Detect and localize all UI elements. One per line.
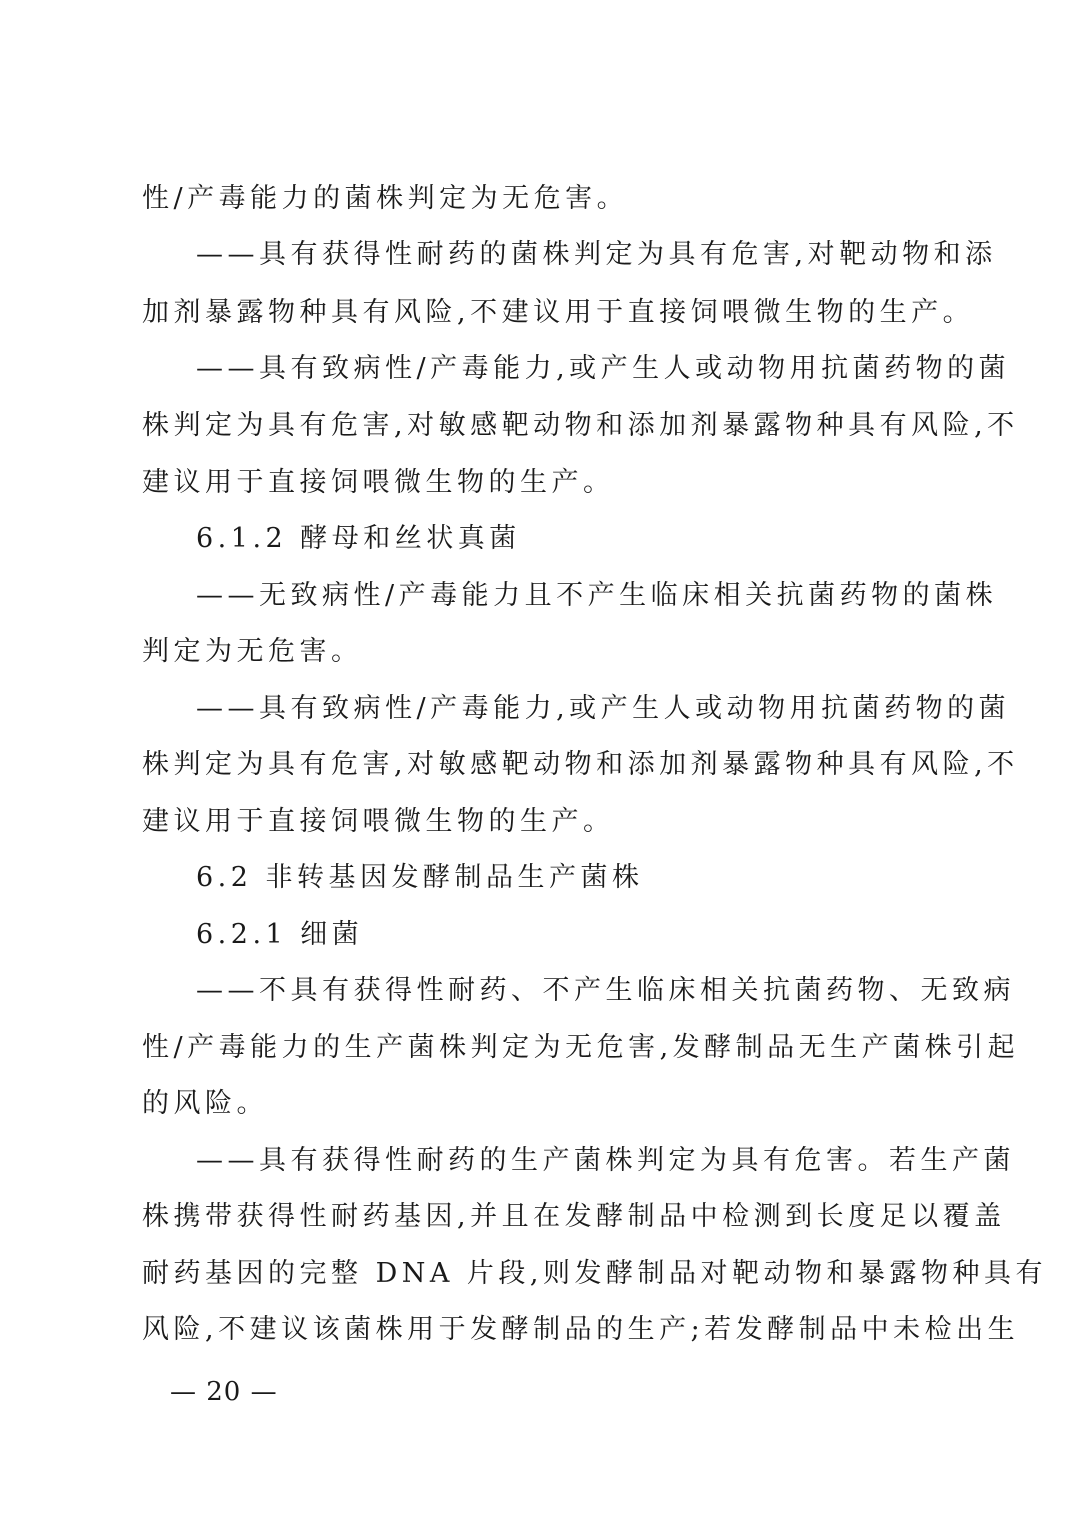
text-line: 建议用于直接饲喂微生物的生产。 [142, 467, 615, 498]
text-line: 株判定为具有危害,对敏感靶动物和添加剂暴露物种具有风险,不 [142, 749, 1019, 780]
text-line: ——不具有获得性耐药、不产生临床相关抗菌药物、无致病 [196, 975, 1015, 1006]
text-line: ——无致病性/产毒能力且不产生临床相关抗菌药物的菌株 [196, 580, 998, 611]
page-number: — 20 — [170, 1377, 278, 1407]
text-line: 性/产毒能力的生产菌株判定为无危害,发酵制品无生产菌株引起 [142, 1032, 1020, 1063]
section-heading: 6.2 非转基因发酵制品生产菌株 [196, 862, 644, 893]
text-line: 耐药基因的完整 DNA 片段,则发酵制品对靶动物和暴露物种具有 [142, 1258, 1048, 1289]
text-line: ——具有致病性/产毒能力,或产生人或动物用抗菌药物的菌 [196, 353, 1011, 384]
text-line: 建议用于直接饲喂微生物的生产。 [142, 806, 615, 837]
text-line: 风险,不建议该菌株用于发酵制品的生产;若发酵制品中未检出生 [142, 1314, 1020, 1345]
text-line: ——具有获得性耐药的生产菌株判定为具有危害。若生产菌 [196, 1145, 1015, 1176]
text-line: 性/产毒能力的菌株判定为无危害。 [142, 183, 629, 214]
text-line: ——具有致病性/产毒能力,或产生人或动物用抗菌药物的菌 [196, 693, 1011, 724]
text-line: 加剂暴露物种具有风险,不建议用于直接饲喂微生物的生产。 [142, 297, 975, 328]
text-line: ——具有获得性耐药的菌株判定为具有危害,对靶动物和添 [196, 239, 997, 270]
section-heading: 6.2.1 细菌 [196, 919, 364, 950]
text-line: 株判定为具有危害,对敏感靶动物和添加剂暴露物种具有风险,不 [142, 410, 1019, 441]
text-line: 判定为无危害。 [142, 636, 363, 667]
text-line: 的风险。 [142, 1088, 268, 1119]
text-line: 株携带获得性耐药基因,并且在发酵制品中检测到长度足以覆盖 [142, 1201, 1006, 1232]
section-heading: 6.1.2 酵母和丝状真菌 [196, 523, 521, 554]
